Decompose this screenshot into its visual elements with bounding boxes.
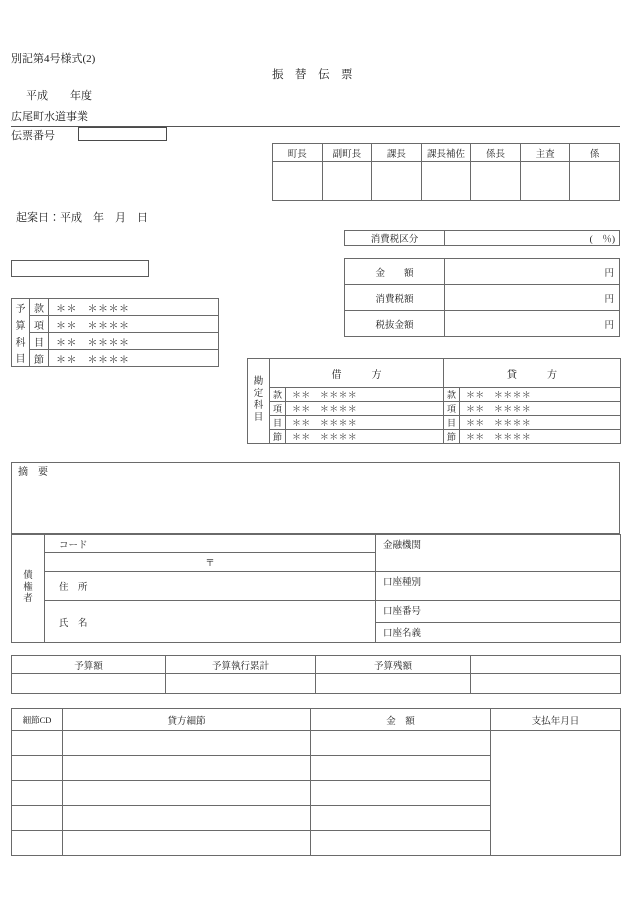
creditor-vlabel-1: 債 <box>23 570 33 581</box>
creditor-postal-field[interactable]: 〒 <box>45 553 376 572</box>
approval-cell-mayor[interactable] <box>273 162 323 201</box>
ledger-debit-value-moku[interactable]: ＊＊ ＊＊＊＊ <box>286 416 444 430</box>
budget-subject-key-kan: 款 <box>30 299 49 316</box>
ledger-debit-key-moku: 目 <box>270 416 286 430</box>
budget-summary-value-row <box>12 674 621 694</box>
fiscal-year-label: 平成 年度 <box>26 90 92 102</box>
detail-cell-amount-2[interactable] <box>311 756 491 781</box>
amount-row-pretax <box>345 311 620 337</box>
detail-col-payment-date: 支払年月日 <box>491 709 621 731</box>
bank-row-account-number <box>376 601 620 622</box>
summary-label: 摘 要 <box>18 467 48 478</box>
budget-summary-value-extra[interactable] <box>471 674 621 694</box>
ledger-row-ko <box>248 402 621 416</box>
ledger-debit-key-setsu: 節 <box>270 430 286 444</box>
detail-col-amount: 金 額 <box>311 709 491 731</box>
amount-value-pretax[interactable]: 円 <box>445 311 620 337</box>
ledger-vlabel-4: 目 <box>253 412 264 423</box>
voucher-number-input[interactable] <box>78 127 167 141</box>
budget-subject-key-setsu: 節 <box>30 350 49 367</box>
detail-cell-code-1[interactable] <box>12 731 63 756</box>
budget-summary-value-executed[interactable] <box>166 674 316 694</box>
approval-col-inspector: 主査 <box>520 144 570 162</box>
approval-cell-subsection-chief[interactable] <box>471 162 521 201</box>
budget-subject-row-ko <box>12 316 219 333</box>
table-row <box>12 731 621 756</box>
approval-cell-staff[interactable] <box>570 162 620 201</box>
approval-stamp-row <box>273 162 620 201</box>
budget-summary-value-remaining[interactable] <box>316 674 471 694</box>
budget-summary-col-remaining: 予算残額 <box>316 656 471 674</box>
creditor-row-address <box>12 572 621 601</box>
budget-subject-value-moku[interactable]: ＊＊ ＊＊＊＊ <box>49 333 219 350</box>
detail-cell-name-3[interactable] <box>63 781 311 806</box>
ledger-credit-key-kan: 款 <box>444 388 460 402</box>
detail-cell-name-4[interactable] <box>63 806 311 831</box>
ledger-debit-title: 借 方 <box>270 359 444 388</box>
ledger-credit-key-ko: 項 <box>444 402 460 416</box>
approval-cell-deputy-mayor[interactable] <box>322 162 372 201</box>
budget-summary-header-row <box>12 656 621 674</box>
detail-cell-amount-4[interactable] <box>311 806 491 831</box>
page-title: 振 替 伝 票 <box>272 69 353 81</box>
draft-date-label: 起案日：平成 年 月 日 <box>16 212 148 224</box>
form-code-label: 別記第4号様式(2) <box>11 53 96 65</box>
budget-subject-vlabel-3: 科 <box>12 333 30 350</box>
detail-col-name: 貸方細節 <box>63 709 311 731</box>
budget-subject-row-setsu <box>12 350 219 367</box>
detail-col-code: 細節CD <box>12 709 63 731</box>
amount-table <box>344 258 620 337</box>
ledger-credit-key-moku: 目 <box>444 416 460 430</box>
blank-entry-box[interactable] <box>11 260 149 277</box>
approval-cell-section-chief[interactable] <box>372 162 422 201</box>
detail-cell-amount-1[interactable] <box>311 731 491 756</box>
detail-cell-name-1[interactable] <box>63 731 311 756</box>
ledger-vlabel-1: 勘 <box>253 377 264 388</box>
budget-subject-row-moku <box>12 333 219 350</box>
bank-institution-field[interactable]: 金融機関 <box>376 535 621 572</box>
budget-subject-value-setsu[interactable]: ＊＊ ＊＊＊＊ <box>49 350 219 367</box>
creditor-vlabel-3: 者 <box>23 594 33 605</box>
creditor-code-field[interactable]: コード <box>45 535 376 553</box>
ledger-vlabel-3: 科 <box>253 401 264 411</box>
organization-name: 広尾町水道事業 <box>11 111 88 123</box>
ledger-debit-key-kan: 款 <box>270 388 286 402</box>
ledger-vlabel-2: 定 <box>253 389 264 400</box>
tax-class-value[interactable]: ( ％) <box>445 231 620 246</box>
budget-summary-col-extra <box>471 656 621 674</box>
detail-cell-name-5[interactable] <box>63 831 311 856</box>
amount-value-total[interactable]: 円 <box>445 259 620 285</box>
ledger-vertical-label <box>248 359 270 444</box>
ledger-debit-value-ko[interactable]: ＊＊ ＊＊＊＊ <box>286 402 444 416</box>
credit-detail-table <box>11 708 621 856</box>
ledger-credit-key-setsu: 節 <box>444 430 460 444</box>
ledger-debit-value-setsu[interactable]: ＊＊ ＊＊＊＊ <box>286 430 444 444</box>
ledger-credit-value-setsu[interactable]: ＊＊ ＊＊＊＊ <box>460 430 621 444</box>
detail-cell-code-5[interactable] <box>12 831 63 856</box>
amount-label-tax: 消費税額 <box>345 285 445 311</box>
ledger-account-table <box>247 358 621 444</box>
voucher-number-label: 伝票番号 <box>11 130 55 142</box>
bank-account-type-field[interactable]: 口座種別 <box>376 572 621 601</box>
creditor-name-field[interactable]: 氏 名 <box>45 601 376 643</box>
budget-subject-value-ko[interactable]: ＊＊ ＊＊＊＊ <box>49 316 219 333</box>
budget-subject-vlabel-2: 算 <box>12 316 30 333</box>
detail-cell-amount-5[interactable] <box>311 831 491 856</box>
amount-label-pretax: 税抜金額 <box>345 311 445 337</box>
approval-col-staff: 係 <box>570 144 620 162</box>
approval-col-deputy-section-chief: 課長補佐 <box>421 144 471 162</box>
tax-class-label: 消費税区分 <box>345 231 445 246</box>
approval-col-subsection-chief: 係長 <box>471 144 521 162</box>
approval-col-section-chief: 課長 <box>372 144 422 162</box>
ledger-debit-value-kan[interactable]: ＊＊ ＊＊＊＊ <box>286 388 444 402</box>
detail-cell-code-3[interactable] <box>12 781 63 806</box>
bank-lower-cells <box>376 601 621 643</box>
consumption-tax-class-table <box>344 230 620 246</box>
creditor-address-field[interactable]: 住 所 <box>45 572 376 601</box>
approval-header-row <box>273 144 620 162</box>
ledger-row-kan <box>248 388 621 402</box>
budget-subject-key-ko: 項 <box>30 316 49 333</box>
detail-cell-code-2[interactable] <box>12 756 63 781</box>
creditor-vertical-label <box>12 535 45 643</box>
tax-class-row <box>345 231 620 246</box>
detail-cell-payment-date[interactable] <box>491 731 621 856</box>
creditor-vlabel-2: 権 <box>23 582 33 593</box>
budget-subject-value-kan[interactable]: ＊＊ ＊＊＊＊ <box>49 299 219 316</box>
creditor-row-code <box>12 535 621 553</box>
approval-cell-deputy-section-chief[interactable] <box>421 162 471 201</box>
budget-summary-table <box>11 655 621 694</box>
bank-account-name-field[interactable]: 口座名義 <box>383 628 422 639</box>
amount-value-tax[interactable]: 円 <box>445 285 620 311</box>
ledger-row-moku <box>248 416 621 430</box>
budget-subject-vlabel-4: 目 <box>12 350 30 367</box>
budget-summary-col-amount: 予算額 <box>12 656 166 674</box>
amount-label-total: 金 額 <box>345 259 445 285</box>
budget-summary-col-executed: 予算執行累計 <box>166 656 316 674</box>
bank-row-account-name <box>376 622 620 642</box>
detail-header-row <box>12 709 621 731</box>
detail-cell-amount-3[interactable] <box>311 781 491 806</box>
amount-row-tax <box>345 285 620 311</box>
detail-cell-name-2[interactable] <box>63 756 311 781</box>
bank-account-number-field[interactable]: 口座番号 <box>376 601 620 622</box>
creditor-bank-table <box>11 534 621 643</box>
approval-cell-inspector[interactable] <box>520 162 570 201</box>
ledger-credit-value-moku[interactable]: ＊＊ ＊＊＊＊ <box>460 416 621 430</box>
budget-subject-key-moku: 目 <box>30 333 49 350</box>
detail-cell-code-4[interactable] <box>12 806 63 831</box>
ledger-credit-value-ko[interactable]: ＊＊ ＊＊＊＊ <box>460 402 621 416</box>
ledger-credit-value-kan[interactable]: ＊＊ ＊＊＊＊ <box>460 388 621 402</box>
ledger-debit-key-ko: 項 <box>270 402 286 416</box>
ledger-header-row <box>248 359 621 388</box>
budget-subject-row-kan <box>12 299 219 316</box>
approval-stamp-table <box>272 143 620 201</box>
budget-subject-vlabel-1: 予 <box>12 299 30 316</box>
approval-col-mayor: 町長 <box>273 144 323 162</box>
approval-col-deputy-mayor: 副町長 <box>322 144 372 162</box>
summary-textarea[interactable] <box>11 462 620 534</box>
amount-row-total <box>345 259 620 285</box>
budget-subject-table <box>11 298 219 367</box>
ledger-credit-title: 貸 方 <box>444 359 621 388</box>
creditor-row-name <box>12 601 621 643</box>
ledger-row-setsu <box>248 430 621 444</box>
budget-summary-value-amount[interactable] <box>12 674 166 694</box>
